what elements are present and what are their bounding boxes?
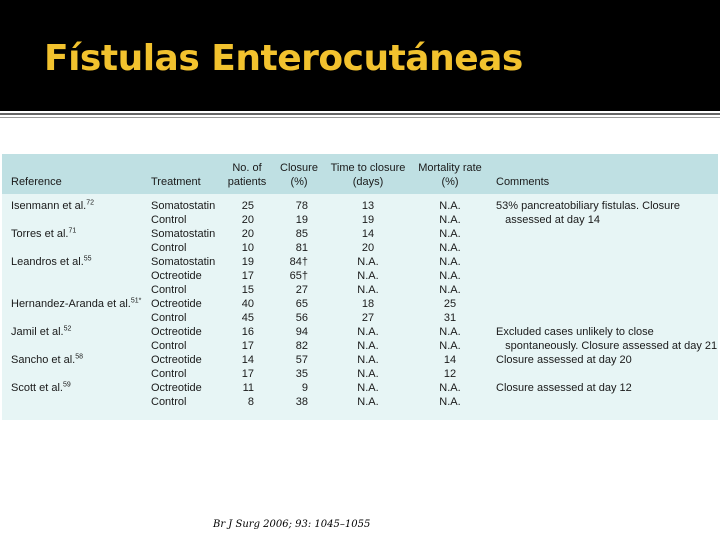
divider-thin	[0, 117, 720, 118]
header-treatment: Treatment	[151, 176, 201, 188]
reference-text: Leandros et al.	[11, 256, 84, 268]
cell-patients: 17	[241, 368, 254, 380]
cell-mortality: N.A.	[439, 284, 461, 296]
cell-closure: 94	[295, 326, 308, 338]
cell-closure: 19	[295, 214, 308, 226]
header-mortality-line2: (%)	[441, 176, 459, 188]
reference-superscript: 51*	[130, 297, 142, 305]
cell-treatment: Control	[151, 242, 187, 254]
cell-time-to-closure: 18	[361, 298, 375, 310]
cell-patients: 8	[247, 396, 254, 408]
cell-treatment: Somatostatin	[151, 256, 216, 268]
reference-text: Torres et al.	[11, 228, 69, 240]
cell-mortality: N.A.	[439, 326, 461, 338]
cell-treatment: Somatostatin	[151, 200, 216, 212]
cell-treatment: Control	[151, 214, 187, 226]
cell-time-to-closure: N.A.	[357, 368, 379, 380]
cell-patients: 14	[241, 354, 254, 366]
cell-time-to-closure: N.A.	[357, 354, 379, 366]
header-closure-line1: Closure	[280, 162, 318, 174]
cell-patients: 17	[241, 340, 254, 352]
cell-patients: 10	[241, 242, 254, 254]
cell-mortality: N.A.	[439, 396, 461, 408]
cell-time-to-closure: 19	[361, 214, 375, 226]
reference-superscript: 52	[63, 325, 72, 333]
cell-reference	[11, 228, 76, 241]
cell-reference	[11, 354, 83, 367]
cell-closure: 57	[295, 354, 308, 366]
cell-treatment: Octreotide	[151, 354, 202, 366]
divider-thick	[0, 113, 720, 115]
header-mortality-line1: Mortality rate	[418, 162, 482, 174]
cell-comment: Excluded cases unlikely to close	[496, 326, 654, 338]
cell-time-to-closure: 14	[361, 228, 375, 240]
cell-closure: 9	[301, 382, 308, 394]
cell-patients: 17	[241, 270, 254, 282]
cell-closure: 35	[295, 368, 308, 380]
cell-treatment: Control	[151, 284, 187, 296]
cell-closure: 38	[295, 396, 308, 408]
cell-mortality: N.A.	[439, 214, 461, 226]
cell-reference	[11, 382, 71, 395]
cell-mortality: N.A.	[439, 256, 461, 268]
cell-treatment: Octreotide	[151, 298, 202, 310]
cell-closure: 27	[295, 284, 308, 296]
cell-time-to-closure: 13	[361, 200, 375, 212]
header-time-line1: Time to closure	[330, 162, 406, 174]
header-patients-line2: patients	[227, 176, 267, 188]
reference-text: Jamil et al.	[11, 326, 64, 338]
slide-title: Fístulas Enterocutáneas	[44, 38, 523, 79]
cell-time-to-closure: N.A.	[357, 326, 379, 338]
header-time-line2: (days)	[352, 176, 384, 188]
cell-patients: 16	[241, 326, 254, 338]
reference-superscript: 59	[62, 381, 71, 389]
cell-closure: 65†	[289, 270, 308, 282]
cell-time-to-closure: N.A.	[357, 284, 379, 296]
cell-closure: 84†	[289, 256, 308, 268]
cell-comment: spontaneously. Closure assessed at day 21	[496, 340, 718, 352]
data-table	[2, 154, 718, 420]
cell-treatment: Control	[151, 368, 187, 380]
cell-comment: Closure assessed at day 20	[496, 354, 632, 366]
cell-comment: 53% pancreatobiliary fistulas. Closure	[496, 200, 681, 212]
cell-time-to-closure: N.A.	[357, 340, 379, 352]
cell-mortality: N.A.	[439, 200, 461, 212]
cell-treatment: Control	[151, 312, 187, 324]
cell-treatment: Control	[151, 396, 187, 408]
cell-treatment: Octreotide	[151, 382, 202, 394]
cell-comment: assessed at day 14	[496, 214, 600, 226]
cell-time-to-closure: N.A.	[357, 270, 379, 282]
cell-closure: 65	[295, 298, 308, 310]
cell-time-to-closure: 27	[361, 312, 375, 324]
cell-treatment: Somatostatin	[151, 228, 216, 240]
cell-patients: 25	[241, 200, 254, 212]
cell-closure: 82	[295, 340, 308, 352]
cell-reference	[11, 326, 71, 339]
source-citation: Br J Surg 2006; 93: 1045–1055	[213, 519, 371, 530]
cell-patients: 15	[241, 284, 254, 296]
header-closure-line2: (%)	[290, 176, 308, 188]
cell-mortality: N.A.	[439, 382, 461, 394]
cell-time-to-closure: N.A.	[357, 396, 379, 408]
cell-time-to-closure: 20	[361, 242, 375, 254]
cell-patients: 45	[241, 312, 254, 324]
cell-mortality: N.A.	[439, 270, 461, 282]
table-header	[2, 154, 718, 194]
reference-superscript: 71	[68, 227, 77, 235]
cell-treatment: Octreotide	[151, 270, 202, 282]
cell-reference	[11, 200, 94, 213]
cell-reference	[11, 298, 141, 311]
cell-comment: Closure assessed at day 12	[496, 382, 632, 394]
cell-mortality: 12	[443, 368, 457, 380]
header-patients-line1: No. of	[232, 162, 262, 174]
cell-patients: 20	[241, 228, 254, 240]
cell-reference	[11, 256, 92, 269]
cell-patients: 20	[241, 214, 254, 226]
cell-patients: 40	[241, 298, 254, 310]
cell-closure: 81	[295, 242, 308, 254]
cell-time-to-closure: N.A.	[357, 256, 379, 268]
reference-text: Scott et al.	[11, 382, 63, 394]
cell-closure: 85	[295, 228, 308, 240]
cell-mortality: N.A.	[439, 242, 461, 254]
reference-text: Sancho et al.	[11, 354, 76, 366]
cell-mortality: 31	[443, 312, 457, 324]
header-comments: Comments	[496, 176, 550, 188]
cell-mortality: 14	[443, 354, 457, 366]
cell-treatment: Control	[151, 340, 187, 352]
cell-treatment: Octreotide	[151, 326, 202, 338]
reference-superscript: 72	[86, 199, 95, 207]
reference-text: Isenmann et al.	[11, 200, 87, 212]
cell-patients: 11	[242, 382, 254, 394]
cell-closure: 78	[295, 200, 308, 212]
cell-patients: 19	[241, 256, 254, 268]
cell-time-to-closure: N.A.	[357, 382, 379, 394]
reference-superscript: 58	[75, 353, 84, 361]
cell-closure: 56	[295, 312, 308, 324]
cell-mortality: 25	[443, 298, 457, 310]
header-reference: Reference	[11, 176, 62, 188]
cell-mortality: N.A.	[439, 228, 461, 240]
reference-text: Hernandez-Aranda et al.	[11, 298, 131, 310]
cell-mortality: N.A.	[439, 340, 461, 352]
reference-superscript: 55	[83, 255, 92, 263]
